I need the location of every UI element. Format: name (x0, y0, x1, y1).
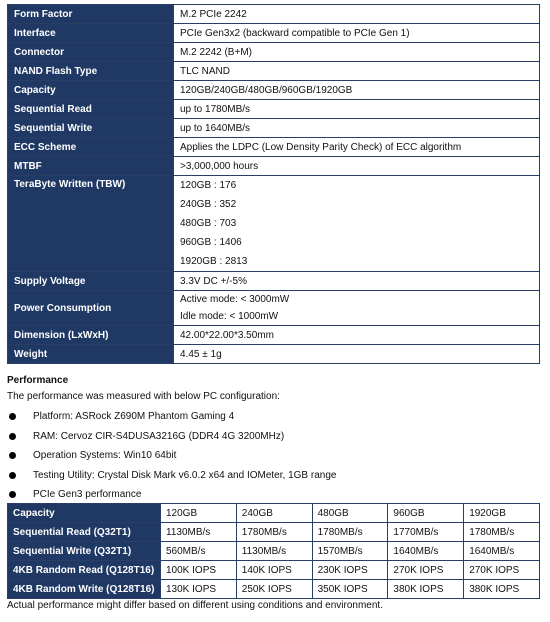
list-item-text: Platform: ASRock Z690M Phantom Gaming 4 (33, 411, 235, 422)
table-row (8, 542, 540, 561)
spec-value: PCIe Gen3x2 (backward compatible to PCIe Gen 1) (174, 24, 540, 43)
spec-label: Sequential Write (8, 119, 174, 138)
list-item-text: PCIe Gen3 performance (33, 489, 142, 500)
row-label: 4KB Random Write (Q128T16) (8, 580, 161, 599)
bullet-icon (9, 491, 16, 498)
spec-value: 3.3V DC +/-5% (174, 272, 540, 291)
header-cell: 480GB (312, 504, 388, 523)
tbw-values (174, 176, 540, 272)
spec-label: Sequential Read (8, 100, 174, 119)
tbw-value: 480GB : 703 (180, 218, 237, 229)
cell: 380K IOPS (388, 580, 464, 599)
spec-value: 120GB/240GB/480GB/960GB/1920GB (174, 81, 540, 100)
spec-label: Supply Voltage (8, 272, 174, 291)
tbw-value: 960GB : 1406 (180, 237, 242, 248)
list-item (7, 485, 336, 505)
row-label: Sequential Read (Q32T1) (8, 523, 161, 542)
row-label: 4KB Random Read (Q128T16) (8, 561, 161, 580)
cell: 1640MB/s (464, 542, 540, 561)
spec-label: ECC Scheme (8, 138, 174, 157)
header-cell: 240GB (236, 504, 312, 523)
header-cell: 960GB (388, 504, 464, 523)
footnote: Actual performance might differ based on different using conditions and environment. (7, 600, 383, 611)
cell: 1780MB/s (236, 523, 312, 542)
table-row (8, 24, 540, 43)
spec-label: NAND Flash Type (8, 62, 174, 81)
table-row (8, 523, 540, 542)
cell: 270K IOPS (388, 561, 464, 580)
table-row (8, 119, 540, 138)
list-item (7, 407, 336, 427)
power-value: Idle mode: < 1000mW (180, 311, 279, 322)
tbw-value: 240GB : 352 (180, 199, 237, 210)
spec-label: Dimension (LxWxH) (8, 326, 174, 345)
cell: 1780MB/s (312, 523, 388, 542)
header-cell: 120GB (161, 504, 237, 523)
list-item (7, 446, 336, 466)
cell: 1130MB/s (236, 542, 312, 561)
cell: 1770MB/s (388, 523, 464, 542)
cell: 130K IOPS (161, 580, 237, 599)
bullet-icon (9, 433, 16, 440)
spec-value: M.2 PCIe 2242 (174, 5, 540, 24)
table-header-row (8, 504, 540, 523)
table-row (8, 345, 540, 364)
cell: 1640MB/s (388, 542, 464, 561)
table-row (8, 43, 540, 62)
cell: 270K IOPS (464, 561, 540, 580)
power-label: Power Consumption (8, 291, 174, 326)
spec-label: Weight (8, 345, 174, 364)
spec-label: MTBF (8, 157, 174, 176)
performance-title: Performance (7, 375, 69, 386)
spec-table (7, 4, 540, 364)
table-row (8, 100, 540, 119)
spec-label: Interface (8, 24, 174, 43)
table-row (8, 138, 540, 157)
tbw-value: 1920GB : 2813 (180, 256, 248, 267)
list-item (7, 427, 336, 447)
performance-table (7, 503, 540, 599)
list-item-text: Testing Utility: Crystal Disk Mark v6.0.2 x64 and IOMeter, 1GB range (33, 469, 337, 481)
power-value: Active mode: < 3000mW (180, 294, 290, 305)
table-row (8, 326, 540, 345)
table-row (8, 561, 540, 580)
cell: 230K IOPS (312, 561, 388, 580)
cell: 560MB/s (161, 542, 237, 561)
spec-value: up to 1780MB/s (174, 100, 540, 119)
table-row (8, 157, 540, 176)
power-values (174, 291, 540, 326)
spec-label: Form Factor (8, 5, 174, 24)
cell: 100K IOPS (161, 561, 237, 580)
tbw-label: TeraByte Written (TBW) (8, 176, 174, 272)
table-row (8, 5, 540, 24)
list-item (7, 466, 336, 486)
config-list (7, 407, 336, 505)
spec-label: Connector (8, 43, 174, 62)
list-item-text: Operation Systems: Win10 64bit (33, 450, 177, 461)
cell: 1780MB/s (464, 523, 540, 542)
cell: 350K IOPS (312, 580, 388, 599)
table-row (8, 580, 540, 599)
cell: 1570MB/s (312, 542, 388, 561)
performance-description: The performance was measured with below PC configuration: (7, 391, 280, 402)
header-cell: Capacity (8, 504, 161, 523)
table-row-power (8, 291, 540, 326)
tbw-value: 120GB : 176 (180, 180, 237, 191)
spec-value: TLC NAND (174, 62, 540, 81)
spec-label: Capacity (8, 81, 174, 100)
bullet-icon (9, 472, 16, 479)
cell: 140K IOPS (236, 561, 312, 580)
header-cell: 1920GB (464, 504, 540, 523)
spec-value: Applies the LDPC (Low Density Parity Check) of ECC algorithm (174, 138, 540, 157)
bullet-icon (9, 413, 16, 420)
spec-value: M.2 2242 (B+M) (174, 43, 540, 62)
list-item-text: RAM: Cervoz CIR-S4DUSA3216G (DDR4 4G 3200MHz) (33, 430, 285, 442)
table-row-tbw (8, 176, 540, 272)
row-label: Sequential Write (Q32T1) (8, 542, 161, 561)
table-row (8, 81, 540, 100)
cell: 380K IOPS (464, 580, 540, 599)
cell: 250K IOPS (236, 580, 312, 599)
spec-value: 4.45 ± 1g (174, 345, 540, 364)
table-row (8, 272, 540, 291)
spec-value: 42.00*22.00*3.50mm (174, 326, 540, 345)
table-row (8, 62, 540, 81)
spec-value: up to 1640MB/s (174, 119, 540, 138)
cell: 1130MB/s (161, 523, 237, 542)
bullet-icon (9, 452, 16, 459)
spec-value: >3,000,000 hours (174, 157, 540, 176)
